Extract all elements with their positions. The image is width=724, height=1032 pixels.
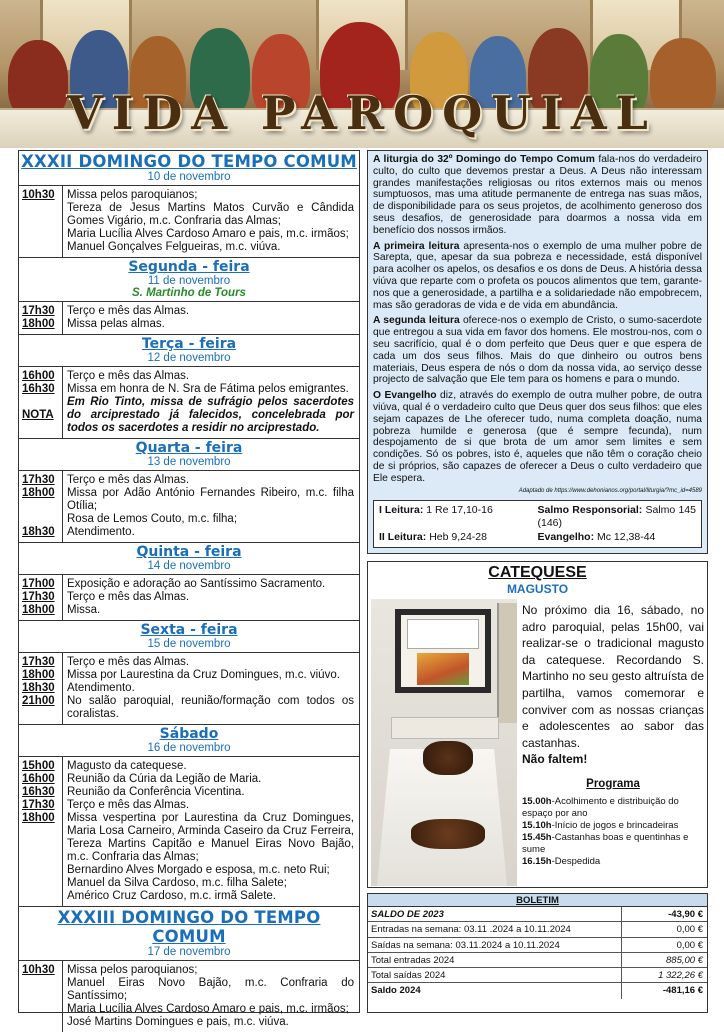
schedule-time: 18h30 bbox=[22, 682, 55, 694]
schedule-line: Rosa de Lemos Couto, m.c. filha; bbox=[67, 513, 238, 525]
schedule-times bbox=[19, 653, 63, 724]
bulletin-label: Saídas na semana: 03.11.2024 a 10.11.2024 bbox=[368, 938, 622, 952]
schedule-time: 21h00 bbox=[22, 695, 55, 707]
schedule-line: Manuel Eiras Novo Bajão, m.c. Confraria do Santíssimo; bbox=[67, 977, 354, 1002]
gospel-text: diz, através do exemplo de outra mulher pobre, de outra viúva, qual é o verdadeiro culto que Deus quer dos seus filhos: que eles sejam capazes de Lhe oferecer tudo, numa completa doação, numa pobreza humilde e generosa (que é sempre fecunda), num despojamento de si que brota de um amor sem limites e sem condições. Só os pobres, isto é, aqueles que não têm o coração cheio de si próprios, são capazes de oferecer a Deus o culto verdadeiro que Ele espera. bbox=[373, 390, 702, 484]
bulletin-value: -481,16 € bbox=[662, 985, 703, 997]
day-date: 11 de novembro bbox=[147, 275, 231, 287]
schedule-line: Missa vespertina por Laurestina da Cruz Domingues, Maria Losa Carneiro, Arminda Caseiro da Cruz Ferreira, Tereza Martins Capitão e Manuel Eiras Novo Bajão, m.c. Confraria das Almas; bbox=[67, 812, 354, 863]
schedule-times bbox=[19, 471, 63, 542]
day-name: XXXII DOMINGO DO TEMPO COMUM bbox=[21, 152, 357, 171]
day-date: 16 de novembro bbox=[147, 742, 231, 754]
schedule-row bbox=[19, 960, 359, 1032]
schedule-time: 18h00 bbox=[22, 812, 55, 824]
schedule-time bbox=[22, 513, 62, 526]
schedule-row bbox=[19, 470, 359, 542]
magusto-photo bbox=[371, 599, 517, 886]
schedule-time: 17h00 bbox=[22, 578, 55, 590]
schedule-line: Missa. bbox=[67, 604, 101, 616]
bulletin-label: Entradas na semana: 03.11 .2024 a 10.11.2024 bbox=[368, 922, 622, 936]
first-reading-bold: A primeira leitura bbox=[373, 240, 460, 252]
liturgy-intro-text: fala-nos do verdadeiro culto, do culto que devemos prestar a Deus. A Deus não interessam grandes manifestações religiosas ou ritos externos mais ou menos sumptuosos, mas uma atitude permanente de entrega nas suas mãos, de disponibilidade para os seus projetos, de acolhimento generoso dos seus desafios, de generosidade para doarmos a nossa vida em benefício dos nossos irmãos. bbox=[373, 154, 703, 236]
day-header bbox=[19, 438, 359, 470]
schedule-texts bbox=[63, 471, 359, 542]
bulletin-row bbox=[368, 953, 707, 968]
schedule-line: Américo Cruz Cardoso, m.c. irmã Salete. bbox=[67, 890, 276, 902]
schedule-line: Manuel da Silva Cardoso, m.c. filha Salete; bbox=[67, 877, 287, 889]
schedule-time: 18h00 bbox=[22, 669, 55, 681]
liturgy-commentary bbox=[367, 150, 708, 554]
schedule-line: Bernardino Alves Morgado e esposa, m.c. neto Rui; bbox=[67, 864, 330, 876]
psalm: Salmo Responsorial: Salmo 145 (146) bbox=[537, 504, 696, 530]
schedule-time bbox=[22, 500, 62, 513]
bulletin-value: 1 322,26 € bbox=[658, 970, 703, 982]
schedule-row bbox=[19, 574, 359, 620]
schedule-time: 16h00 bbox=[22, 370, 55, 382]
day-header bbox=[19, 724, 359, 756]
schedule-time: 16h30 bbox=[22, 786, 55, 798]
schedule-time: 18h30 bbox=[22, 526, 55, 538]
schedule-times bbox=[19, 757, 63, 906]
day-name: Sexta - feira bbox=[140, 622, 238, 638]
first-reading-text: apresenta-nos o exemplo de uma mulher pobre de Sarepta, que, apesar da sua pobreza e necessidade, está disponível para acolher os apelos, os desafios e os dons de Deus. A história dessa viúva que reparte com o profeta os poucos alimentos que tem, garante-nos que a generosidade, a partilha e a solidariedade não empobrecem, mas são geradoras de vida e de vida em abundância. bbox=[373, 240, 703, 311]
catechesis-title: CATEQUESE bbox=[488, 564, 587, 581]
schedule-line: Terço e mês das Almas. bbox=[67, 656, 190, 668]
program-time: 15.10h bbox=[522, 819, 552, 831]
schedule-line: Atendimento. bbox=[67, 682, 135, 694]
bulletin-table bbox=[368, 907, 707, 999]
schedule-times bbox=[19, 302, 63, 334]
schedule-time: 18h00 bbox=[22, 487, 55, 499]
schedule-line: Missa por Adão António Fernandes Ribeiro, m.c. filha Otília; bbox=[67, 487, 354, 512]
catechesis-text-block bbox=[522, 602, 704, 868]
schedule-texts bbox=[63, 757, 359, 906]
schedule-line: Reunião da Cúria da Legião de Maria. bbox=[67, 773, 262, 785]
day-name: Quinta - feira bbox=[136, 544, 242, 560]
day-header bbox=[19, 906, 359, 960]
schedule-time: 17h30 bbox=[22, 591, 55, 603]
catechesis-box bbox=[367, 561, 708, 888]
program-list bbox=[522, 796, 704, 868]
schedule-line: No salão paroquial, reunião/formação com todos os coralistas. bbox=[67, 695, 354, 720]
schedule-line: Missa em honra de N. Sra de Fátima pelos emigrantes. bbox=[67, 383, 349, 395]
source-credit: Adaptado de https://www.dehonianos.org/portal/liturgia/?mc_id=4589 bbox=[518, 487, 702, 494]
program-title: Programa bbox=[586, 777, 640, 790]
schedule-line: Terço e mês das Almas. bbox=[67, 370, 190, 382]
program-item bbox=[522, 820, 704, 832]
schedule-line: Reunião da Conferência Vicentina. bbox=[67, 786, 245, 798]
schedule-time: 18h00 bbox=[22, 318, 55, 330]
schedule-texts bbox=[63, 961, 359, 1032]
day-date: 14 de novembro bbox=[147, 560, 231, 572]
day-header bbox=[19, 334, 359, 366]
day-name: Terça - feira bbox=[141, 336, 237, 352]
catechesis-text: No próximo dia 16, sábado, no adro paroquial, pelas 15h00, vai realizar-se o tradicional magusto da catequese. Recordando S. Martinho no seu gesto altruísta de partilha, vamos comemorar e conviver com as nossas crianças e adolescentes ao sabor das castanhas. bbox=[522, 603, 704, 750]
second-reading-text: oferece-nos o exemplo de Cristo, o sumo-sacerdote que entregou a sua vida em favor dos homens. Ele mostrou-nos, com o seu sacrifício, qual é o dom perfeito que Deus quer e que espera de cada um dos seus filhos. Mais do que dinheiro ou outros bens materiais, Deus espera de nós o dom da nossa vida, ao serviço desse projecto de salvação que Ele tem para os homens e para o mundo. bbox=[373, 315, 703, 386]
schedule-row bbox=[19, 652, 359, 724]
schedule-texts bbox=[63, 653, 359, 724]
gospel-bold: O Evangelho bbox=[373, 390, 437, 402]
schedule-line: Atendimento. bbox=[67, 526, 135, 538]
day-header bbox=[19, 151, 359, 185]
reading-1: I Leitura: 1 Re 17,10-16 bbox=[379, 504, 493, 517]
day-header bbox=[19, 620, 359, 652]
bulletin-row bbox=[368, 968, 707, 983]
banner-painting bbox=[0, 0, 724, 148]
program-time: 15.00h bbox=[522, 795, 552, 807]
schedule-line: Terço e mês das Almas. bbox=[67, 305, 190, 317]
schedule-times bbox=[19, 186, 63, 257]
schedule-texts bbox=[63, 367, 359, 438]
day-name: Segunda - feira bbox=[128, 259, 250, 275]
day-date: 10 de novembro bbox=[147, 171, 231, 183]
liturgy-intro-bold: A liturgia do 32º Domingo do Tempo Comum bbox=[373, 154, 595, 165]
day-name: Sábado bbox=[159, 726, 219, 742]
schedule-line: Exposição e adoração ao Santíssimo Sacramento. bbox=[67, 578, 326, 590]
program-time: 15.45h bbox=[522, 831, 552, 843]
schedule-time: 18h00 bbox=[22, 604, 55, 616]
program-item bbox=[522, 796, 704, 820]
day-date: 12 de novembro bbox=[147, 352, 231, 364]
reading-2: II Leitura: Heb 9,24-28 bbox=[379, 531, 487, 544]
bulletin-label: Total saídas 2024 bbox=[368, 968, 622, 982]
schedule-time: NOTA bbox=[22, 409, 54, 421]
schedule-row bbox=[19, 366, 359, 438]
bulletin-row bbox=[368, 938, 707, 953]
schedule-time bbox=[22, 396, 62, 409]
schedule-line: Missa pelos paroquianos; bbox=[67, 964, 198, 976]
mass-schedule bbox=[18, 150, 360, 1028]
catechesis-subtitle: MAGUSTO bbox=[506, 582, 569, 596]
schedule-line: Missa pelos paroquianos; bbox=[67, 189, 198, 201]
bulletin-label: Total entradas 2024 bbox=[368, 953, 622, 967]
day-name: XXXIII DOMINGO DO TEMPO COMUM bbox=[57, 908, 321, 946]
schedule-time: 16h00 bbox=[22, 773, 55, 785]
catechesis-cta: Não faltem! bbox=[522, 752, 588, 767]
schedule-line: Missa pelas almas. bbox=[67, 318, 165, 330]
program-item bbox=[522, 832, 704, 856]
second-reading-bold: A segunda leitura bbox=[373, 315, 460, 327]
schedule-texts bbox=[63, 302, 359, 334]
bulletin-row bbox=[368, 907, 707, 922]
schedule-time: 15h00 bbox=[22, 760, 55, 772]
schedule-times bbox=[19, 575, 63, 620]
bulletin-label: Saldo 2024 bbox=[368, 983, 622, 998]
schedule-line: Manuel Gonçalves Felgueiras, m.c. viúva. bbox=[67, 241, 281, 253]
schedule-row bbox=[19, 301, 359, 334]
schedule-line: Terço e mês das Almas. bbox=[67, 474, 190, 486]
program-text: -Castanhas boas e quentinhas e sume bbox=[522, 831, 689, 855]
gospel-reading: Evangelho: Mc 12,38-44 bbox=[537, 531, 656, 544]
schedule-row bbox=[19, 756, 359, 906]
page-title: VIDA PAROQUIAL bbox=[67, 86, 657, 140]
schedule-row bbox=[19, 185, 359, 257]
schedule-time: 16h30 bbox=[22, 383, 55, 395]
schedule-line: Magusto da catequese. bbox=[67, 760, 187, 772]
schedule-line: Maria Lucília Alves Cardoso Amaro e pais, m.c. irmãos; bbox=[67, 1003, 349, 1015]
schedule-times bbox=[19, 961, 63, 1032]
schedule-texts bbox=[63, 575, 359, 620]
day-name: Quarta - feira bbox=[135, 440, 243, 456]
schedule-time: 10h30 bbox=[22, 964, 55, 976]
program-time: 16.15h bbox=[522, 855, 552, 867]
schedule-line: Missa por Laurestina da Cruz Domingues, m.c. viúvo. bbox=[67, 669, 340, 681]
schedule-time: 17h30 bbox=[22, 305, 55, 317]
day-saint: S. Martinho de Tours bbox=[132, 287, 246, 299]
bulletin-box bbox=[367, 893, 708, 1013]
schedule-times bbox=[19, 367, 63, 438]
schedule-time: 10h30 bbox=[22, 189, 55, 201]
schedule-note: Em Rio Tinto, missa de sufrágio pelos sacerdotes do arciprestado já falecidos, concelebrada por todos os sacerdotes a residir no arciprestado. bbox=[67, 396, 354, 434]
day-date: 15 de novembro bbox=[147, 638, 231, 650]
bulletin-value: -43,90 € bbox=[668, 909, 703, 920]
bulletin-value: 885,00 € bbox=[666, 954, 703, 966]
program-text: -Acolhimento e distribuição do espaço por ano bbox=[522, 795, 679, 819]
bulletin-row bbox=[368, 983, 707, 998]
program-text: -Início de jogos e brincadeiras bbox=[551, 819, 679, 831]
schedule-line: Terço e mês das Almas. bbox=[67, 591, 190, 603]
bulletin-label: SALDO DE 2023 bbox=[368, 907, 622, 921]
bulletin-value: 0,00 € bbox=[676, 939, 703, 951]
day-header bbox=[19, 257, 359, 301]
schedule-time: 17h30 bbox=[22, 474, 55, 486]
schedule-time: 17h30 bbox=[22, 656, 55, 668]
schedule-line: José Martins Domingues e pais, m.c. viúva. bbox=[67, 1016, 289, 1028]
readings-box bbox=[373, 500, 702, 548]
schedule-line: Tereza de Jesus Martins Matos Curvão e Cândida Gomes Vigário, m.c. Confraria das Almas; bbox=[67, 202, 354, 227]
schedule-texts bbox=[63, 186, 359, 257]
schedule-time: 17h30 bbox=[22, 799, 55, 811]
schedule-line: Maria Lucília Alves Cardoso Amaro e pais, m.c. irmãos; bbox=[67, 228, 349, 240]
program-text: -Despedida bbox=[551, 855, 601, 867]
day-header bbox=[19, 542, 359, 574]
day-date: 17 de novembro bbox=[147, 946, 231, 958]
program-item bbox=[522, 856, 704, 868]
bulletin-title: BOLETIM bbox=[368, 894, 707, 907]
bulletin-row bbox=[368, 922, 707, 937]
schedule-line: Terço e mês das Almas. bbox=[67, 799, 190, 811]
day-date: 13 de novembro bbox=[147, 456, 231, 468]
bulletin-value: 0,00 € bbox=[676, 924, 703, 936]
